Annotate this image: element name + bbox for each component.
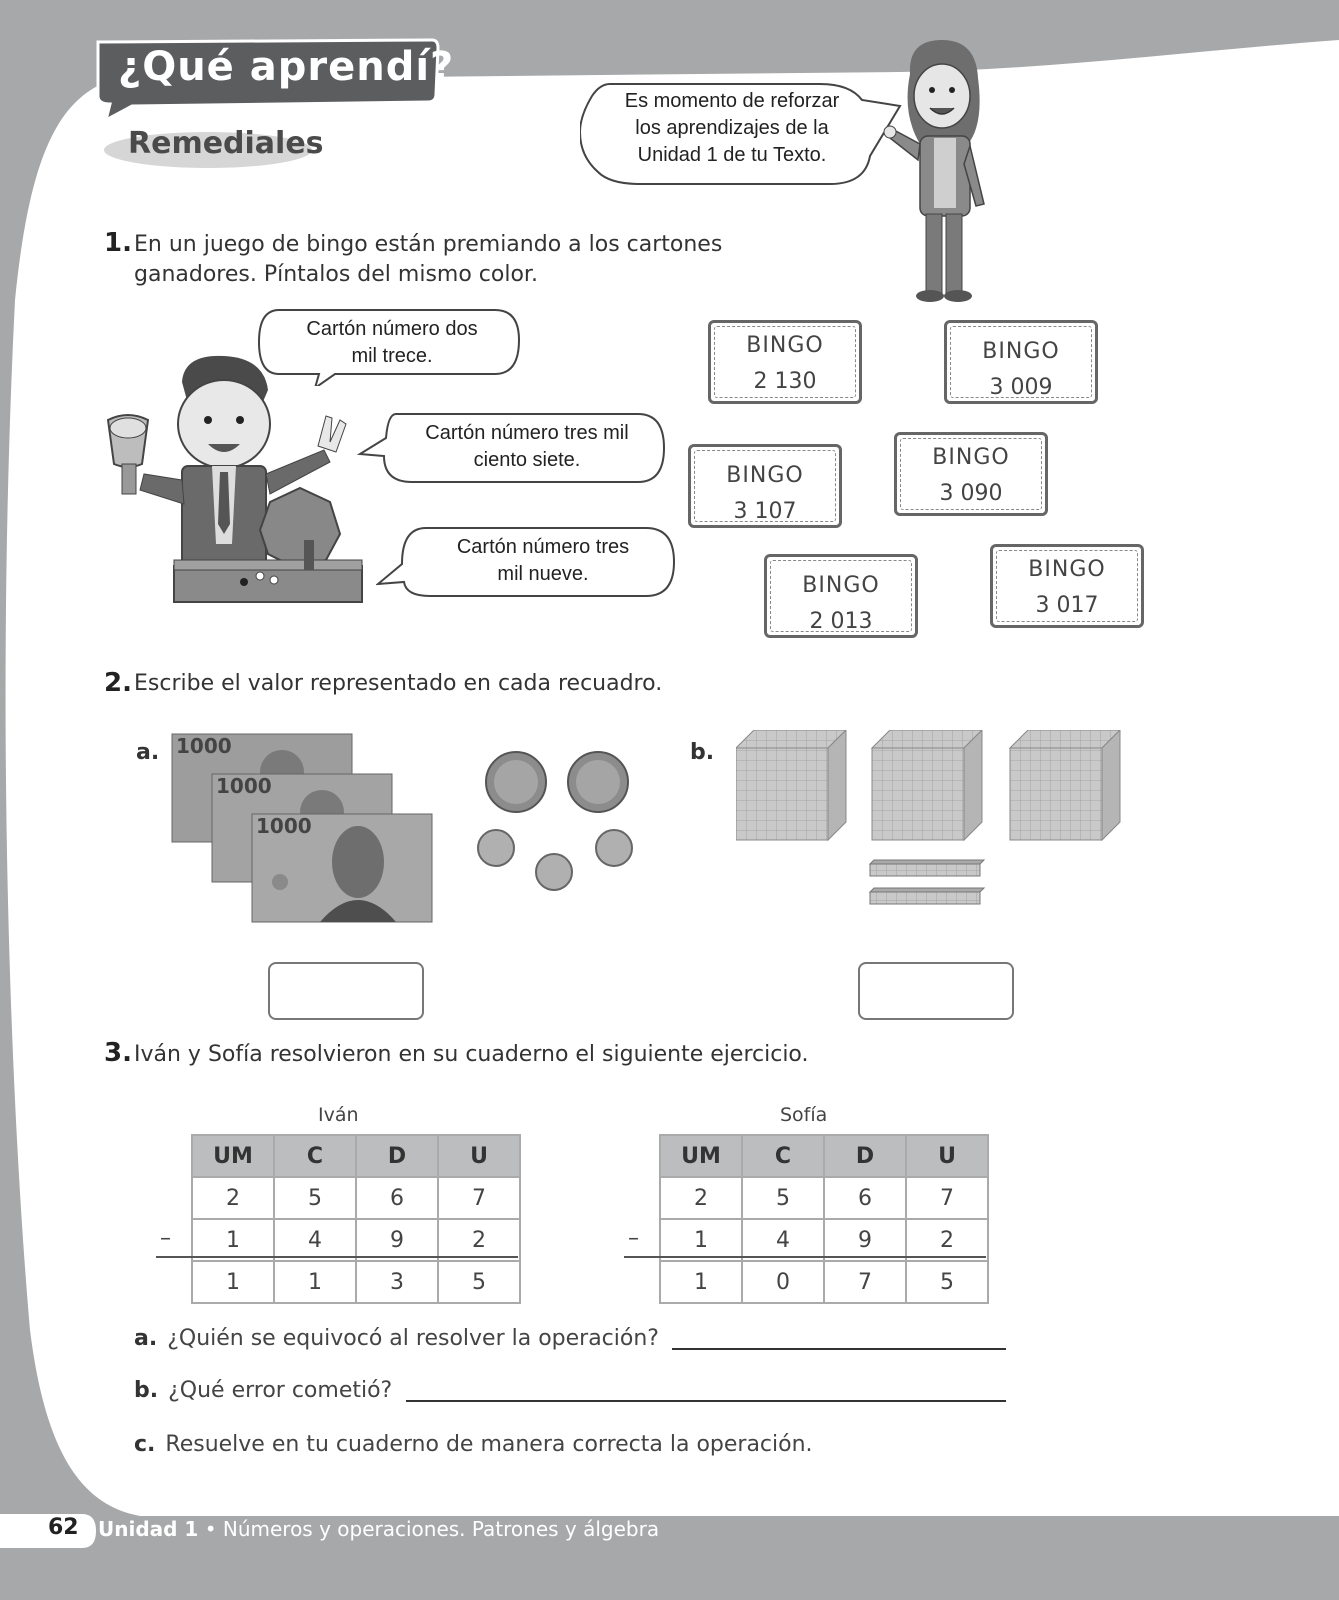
sub-question-a-letter: a. bbox=[134, 1326, 158, 1351]
speech-bubble-2-text: Cartón número tres mil ciento siete. bbox=[425, 422, 629, 471]
sub-question-a bbox=[134, 1326, 659, 1351]
cell: 5 bbox=[274, 1177, 356, 1219]
sofia-result-rule bbox=[624, 1256, 986, 1258]
cell: 7 bbox=[438, 1177, 520, 1219]
bingo-card-3009[interactable]: BINGO 3 009 bbox=[944, 320, 1098, 404]
bingo-card-3107[interactable]: BINGO 3 107 bbox=[688, 444, 842, 528]
sofia-table-label: Sofía bbox=[780, 1104, 828, 1126]
ivan-result-rule bbox=[156, 1256, 518, 1258]
cell: 1 bbox=[660, 1261, 742, 1303]
cell: 2 bbox=[438, 1219, 520, 1261]
footer-text bbox=[98, 1517, 659, 1541]
header-c: C bbox=[742, 1135, 824, 1177]
question-2a-label: a. bbox=[136, 740, 160, 765]
cell: 2 bbox=[192, 1177, 274, 1219]
bingo-card-2130[interactable]: BINGO 2 130 bbox=[708, 320, 862, 404]
cell: 6 bbox=[824, 1177, 906, 1219]
announcer-illustration bbox=[104, 354, 374, 634]
speech-bubble-3-text: Cartón número tres mil nueve. bbox=[456, 536, 630, 585]
ten-rod-2 bbox=[870, 888, 984, 904]
table-row bbox=[192, 1219, 520, 1261]
ivan-minus-sign: – bbox=[160, 1226, 171, 1251]
base-ten-blocks bbox=[736, 730, 1126, 916]
footer-unit: Unidad 1 bbox=[98, 1517, 199, 1541]
cell: 1 bbox=[192, 1219, 274, 1261]
cell: 4 bbox=[274, 1219, 356, 1261]
thousand-cube-3 bbox=[1010, 730, 1120, 840]
coin-100-3 bbox=[596, 830, 632, 866]
header-d: D bbox=[824, 1135, 906, 1177]
coin-100-1 bbox=[478, 830, 514, 866]
cell: 4 bbox=[742, 1219, 824, 1261]
header-u: U bbox=[438, 1135, 520, 1177]
sub-question-c-letter: c. bbox=[134, 1432, 156, 1457]
coin-100-2 bbox=[536, 854, 572, 890]
sub-question-b-text: ¿Qué error cometió? bbox=[168, 1378, 393, 1403]
cell: 9 bbox=[824, 1219, 906, 1261]
answer-line-b[interactable] bbox=[406, 1400, 1006, 1402]
sub-question-c-text: Resuelve en tu cuaderno de manera correcta la operación. bbox=[165, 1432, 813, 1457]
teacher-bubble-text: Es momento de reforzar los aprendizajes de la Unidad 1 de tu Texto. bbox=[624, 90, 840, 166]
banknotes-group bbox=[170, 732, 436, 924]
page-number: 62 bbox=[48, 1515, 79, 1540]
coin-500-1 bbox=[486, 752, 546, 812]
thousand-cube-1 bbox=[736, 730, 846, 840]
table-row bbox=[660, 1219, 988, 1261]
page-subtitle: Remediales bbox=[128, 126, 324, 161]
table-row bbox=[660, 1177, 988, 1219]
table-row bbox=[660, 1261, 988, 1303]
thousand-cube-2 bbox=[872, 730, 982, 840]
cell: 2 bbox=[906, 1219, 988, 1261]
footer-bullet: • bbox=[204, 1517, 217, 1541]
sub-question-c bbox=[134, 1432, 813, 1457]
bingo-card-2013[interactable]: BINGO 2 013 bbox=[764, 554, 918, 638]
answer-box-b[interactable] bbox=[858, 962, 1014, 1020]
header-d: D bbox=[356, 1135, 438, 1177]
table-header-row bbox=[192, 1135, 520, 1177]
question-2b-label: b. bbox=[690, 740, 715, 765]
page-title: ¿Qué aprendí? bbox=[118, 44, 455, 90]
cell: 0 bbox=[742, 1261, 824, 1303]
cell: 1 bbox=[192, 1261, 274, 1303]
question-1-number: 1. bbox=[104, 228, 132, 258]
teacher-illustration bbox=[880, 34, 1010, 314]
cell: 5 bbox=[438, 1261, 520, 1303]
coin-500-2 bbox=[568, 752, 628, 812]
footer-topic: Números y operaciones. Patrones y álgebra bbox=[222, 1517, 660, 1541]
bingo-card-3090[interactable]: BINGO 3 090 bbox=[894, 432, 1048, 516]
cell: 5 bbox=[906, 1261, 988, 1303]
sofia-minus-sign: – bbox=[628, 1226, 639, 1251]
cell: 3 bbox=[356, 1261, 438, 1303]
cell: 7 bbox=[906, 1177, 988, 1219]
cell: 5 bbox=[742, 1177, 824, 1219]
sub-question-b bbox=[134, 1378, 392, 1403]
question-1-text: En un juego de bingo están premiando a los cartones ganadores. Píntalos del mismo color. bbox=[134, 232, 723, 287]
cell: 7 bbox=[824, 1261, 906, 1303]
table-row bbox=[192, 1261, 520, 1303]
sofia-value-table bbox=[659, 1134, 989, 1304]
ivan-value-table bbox=[191, 1134, 521, 1304]
cell: 9 bbox=[356, 1219, 438, 1261]
question-2-number: 2. bbox=[104, 668, 132, 698]
answer-box-a[interactable] bbox=[268, 962, 424, 1020]
cell: 1 bbox=[660, 1219, 742, 1261]
bill-2-value: 1000 bbox=[216, 774, 272, 798]
sub-question-a-text: ¿Quién se equivocó al resolver la operación? bbox=[167, 1326, 659, 1351]
ivan-table-label: Iván bbox=[318, 1104, 359, 1126]
header-um: UM bbox=[192, 1135, 274, 1177]
header-u: U bbox=[906, 1135, 988, 1177]
question-2-text: Escribe el valor representado en cada recuadro. bbox=[134, 671, 663, 696]
bill-1-value: 1000 bbox=[176, 734, 232, 758]
question-3-text: Iván y Sofía resolvieron en su cuaderno el siguiente ejercicio. bbox=[134, 1042, 809, 1067]
sub-question-b-letter: b. bbox=[134, 1378, 159, 1403]
speech-bubble-1-text: Cartón número dos mil trece. bbox=[306, 318, 478, 367]
coins-group bbox=[470, 748, 640, 898]
ten-rod-1 bbox=[870, 860, 984, 876]
table-row bbox=[192, 1177, 520, 1219]
bill-3-value: 1000 bbox=[256, 814, 312, 838]
question-3-number: 3. bbox=[104, 1038, 132, 1068]
answer-line-a[interactable] bbox=[672, 1348, 1006, 1350]
cell: 6 bbox=[356, 1177, 438, 1219]
header-um: UM bbox=[660, 1135, 742, 1177]
cell: 1 bbox=[274, 1261, 356, 1303]
header-c: C bbox=[274, 1135, 356, 1177]
bingo-card-3017[interactable]: BINGO 3 017 bbox=[990, 544, 1144, 628]
cell: 2 bbox=[660, 1177, 742, 1219]
table-header-row bbox=[660, 1135, 988, 1177]
